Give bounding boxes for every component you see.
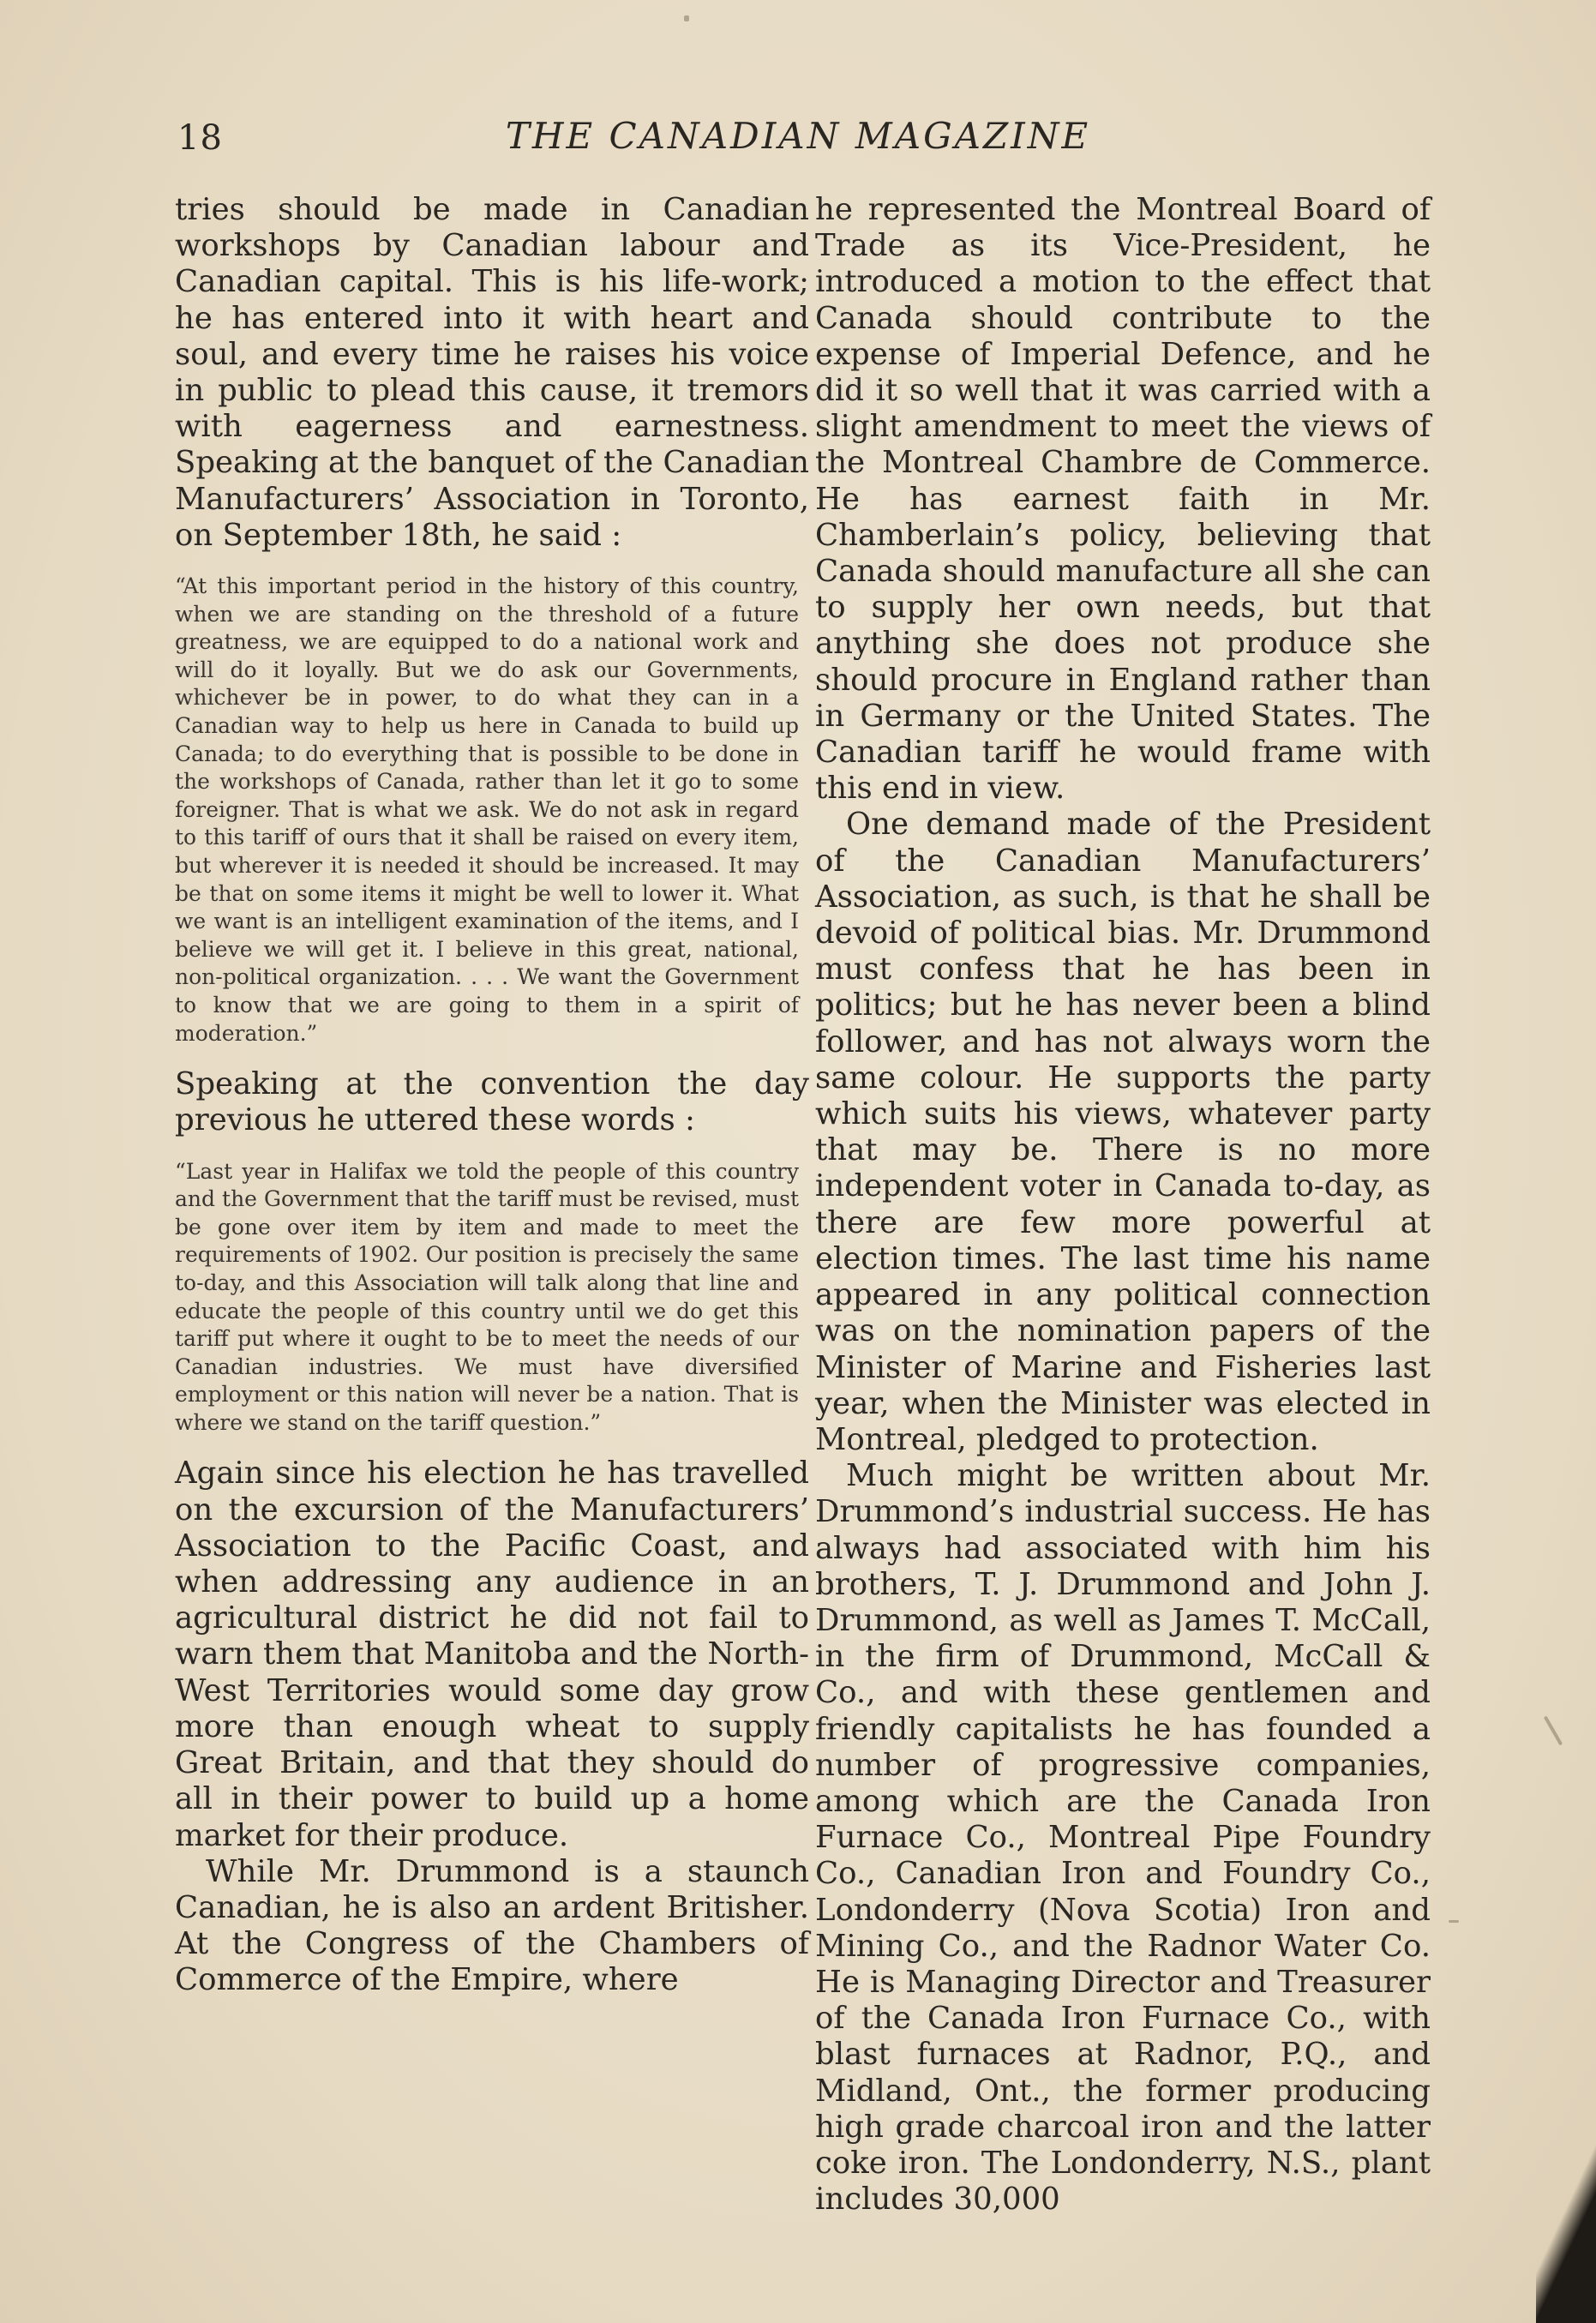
paragraph: Again since his election he has travelled on the excursion of the Manufacturers’ Association to the Pacific Coast, and when addressing any audience in an agricultural district he did not fail to warn them that Manitoba and the North-West Territories would some day grow more than enough wheat to supply Great Britain, and that they should do all in their power to build up a home market for their produce. xyxy=(175,1456,809,1853)
paragraph: he represented the Montreal Board of Trade as its Vice-President, he introduced a motion to the effect that Canada should contribute to the expense of Imperial Defence, and he did it so well that it was carried with a slight amendment to meet the views of the Montreal Chambre de Commerce. He has earnest faith in Mr. Chamberlain’s policy, believing that Canada should manufacture all she can to supply her own needs, but that anything she does not produce she should procure in England rather than in Germany or the United States. The Canadian tariff he would frame with this end in view. xyxy=(815,192,1431,807)
right-column xyxy=(815,192,1431,2218)
page-number: 18 xyxy=(177,118,223,158)
page-header xyxy=(0,110,1596,161)
paragraph: tries should be made in Canadian workshops by Canadian labour and Canadian capital. This is his life-work; he has entered into it with heart and soul, and every time he raises his voice in public to plead this cause, it tremors with eagerness and earnestness. Speaking at the banquet of the Canadian Manufacturers’ Association in Toronto, on September 18th, he said : xyxy=(175,192,809,553)
paper-fleck xyxy=(1544,1716,1563,1746)
block-quote: “At this important period in the history of this country, when we are standing on the threshold of a future greatness, we are equipped to do a national work and will do it loyally. But we do ask our Governments, whichever be in power, to do what they can in a Canadian way to help us here in Canada to build up Canada; to do everything that is possible to be done in the workshops of Canada, rather than let it go to some foreigner. That is what we ask. We do not ask in regard to this tariff of ours that it shall be raised on every item, but wherever it is needed it should be increased. It may be that on some items it might be well to lower it. What we want is an intelligent examination of the items, and I believe we will get it. I believe in this great, national, non-political organization. . . . We want the Government to know that we are going to them in a spirit of moderation.” xyxy=(175,573,799,1046)
paragraph: One demand made of the President of the Canadian Manufacturers’ Association, as such, is that he shall be devoid of political bias. Mr. Drummond must confess that he has been in politics; but he has never been a blind follower, and has not always worn the same colour. He supports the party which suits his views, whatever party that may be. There is no more independent voter in Canada to-day, as there are few more powerful at election times. The last time his name appeared in any political connection was on the nomination papers of the Minister of Marine and Fisheries last year, when the Minister was elected in Montreal, pledged to protection. xyxy=(815,807,1431,1457)
paper-fleck xyxy=(684,15,689,21)
page-edge-shadow xyxy=(1536,2126,1596,2323)
paragraph: While Mr. Drummond is a staunch Canadian, he is also an ardent Britisher. At the Congress of the Chambers of Commerce of the Empire, where xyxy=(175,1853,809,1998)
block-quote: “Last year in Halifax we told the people of this country and the Government that the tariff must be revised, must be gone over item by item and made to meet the requirements of 1902. Our position is precisely the same to-day, and this Association will talk along that line and educate the people of this country until we do get this tariff put where it ought to be to meet the needs of our Canadian industries. We must have diversified employment or this nation will never be a nation. That is where we stand on the tariff question.” xyxy=(175,1158,799,1435)
paragraph: Speaking at the convention the day previous he uttered these words : xyxy=(175,1066,809,1138)
paper-fleck xyxy=(1449,1920,1459,1923)
left-column xyxy=(175,192,809,1999)
paragraph: Much might be written about Mr. Drummond’s industrial success. He has always had associated with him his brothers, T. J. Drummond and John J. Drummond, as well as James T. McCall, in the firm of Drummond, McCall & Co., and with these gentlemen and friendly capitalists he has founded a number of progressive companies, among which are the Canada Iron Furnace Co., Montreal Pipe Foundry Co., Canadian Iron and Foundry Co., Londonderry (Nova Scotia) Iron and Mining Co., and the Radnor Water Co. He is Managing Director and Treasurer of the Canada Iron Furnace Co., with blast furnaces at Radnor, P.Q., and Midland, Ont., the former producing high grade charcoal iron and the latter coke iron. The Londonderry, N.S., plant includes 30,000 xyxy=(815,1458,1431,2218)
running-title: THE CANADIAN MAGAZINE xyxy=(505,115,1091,157)
